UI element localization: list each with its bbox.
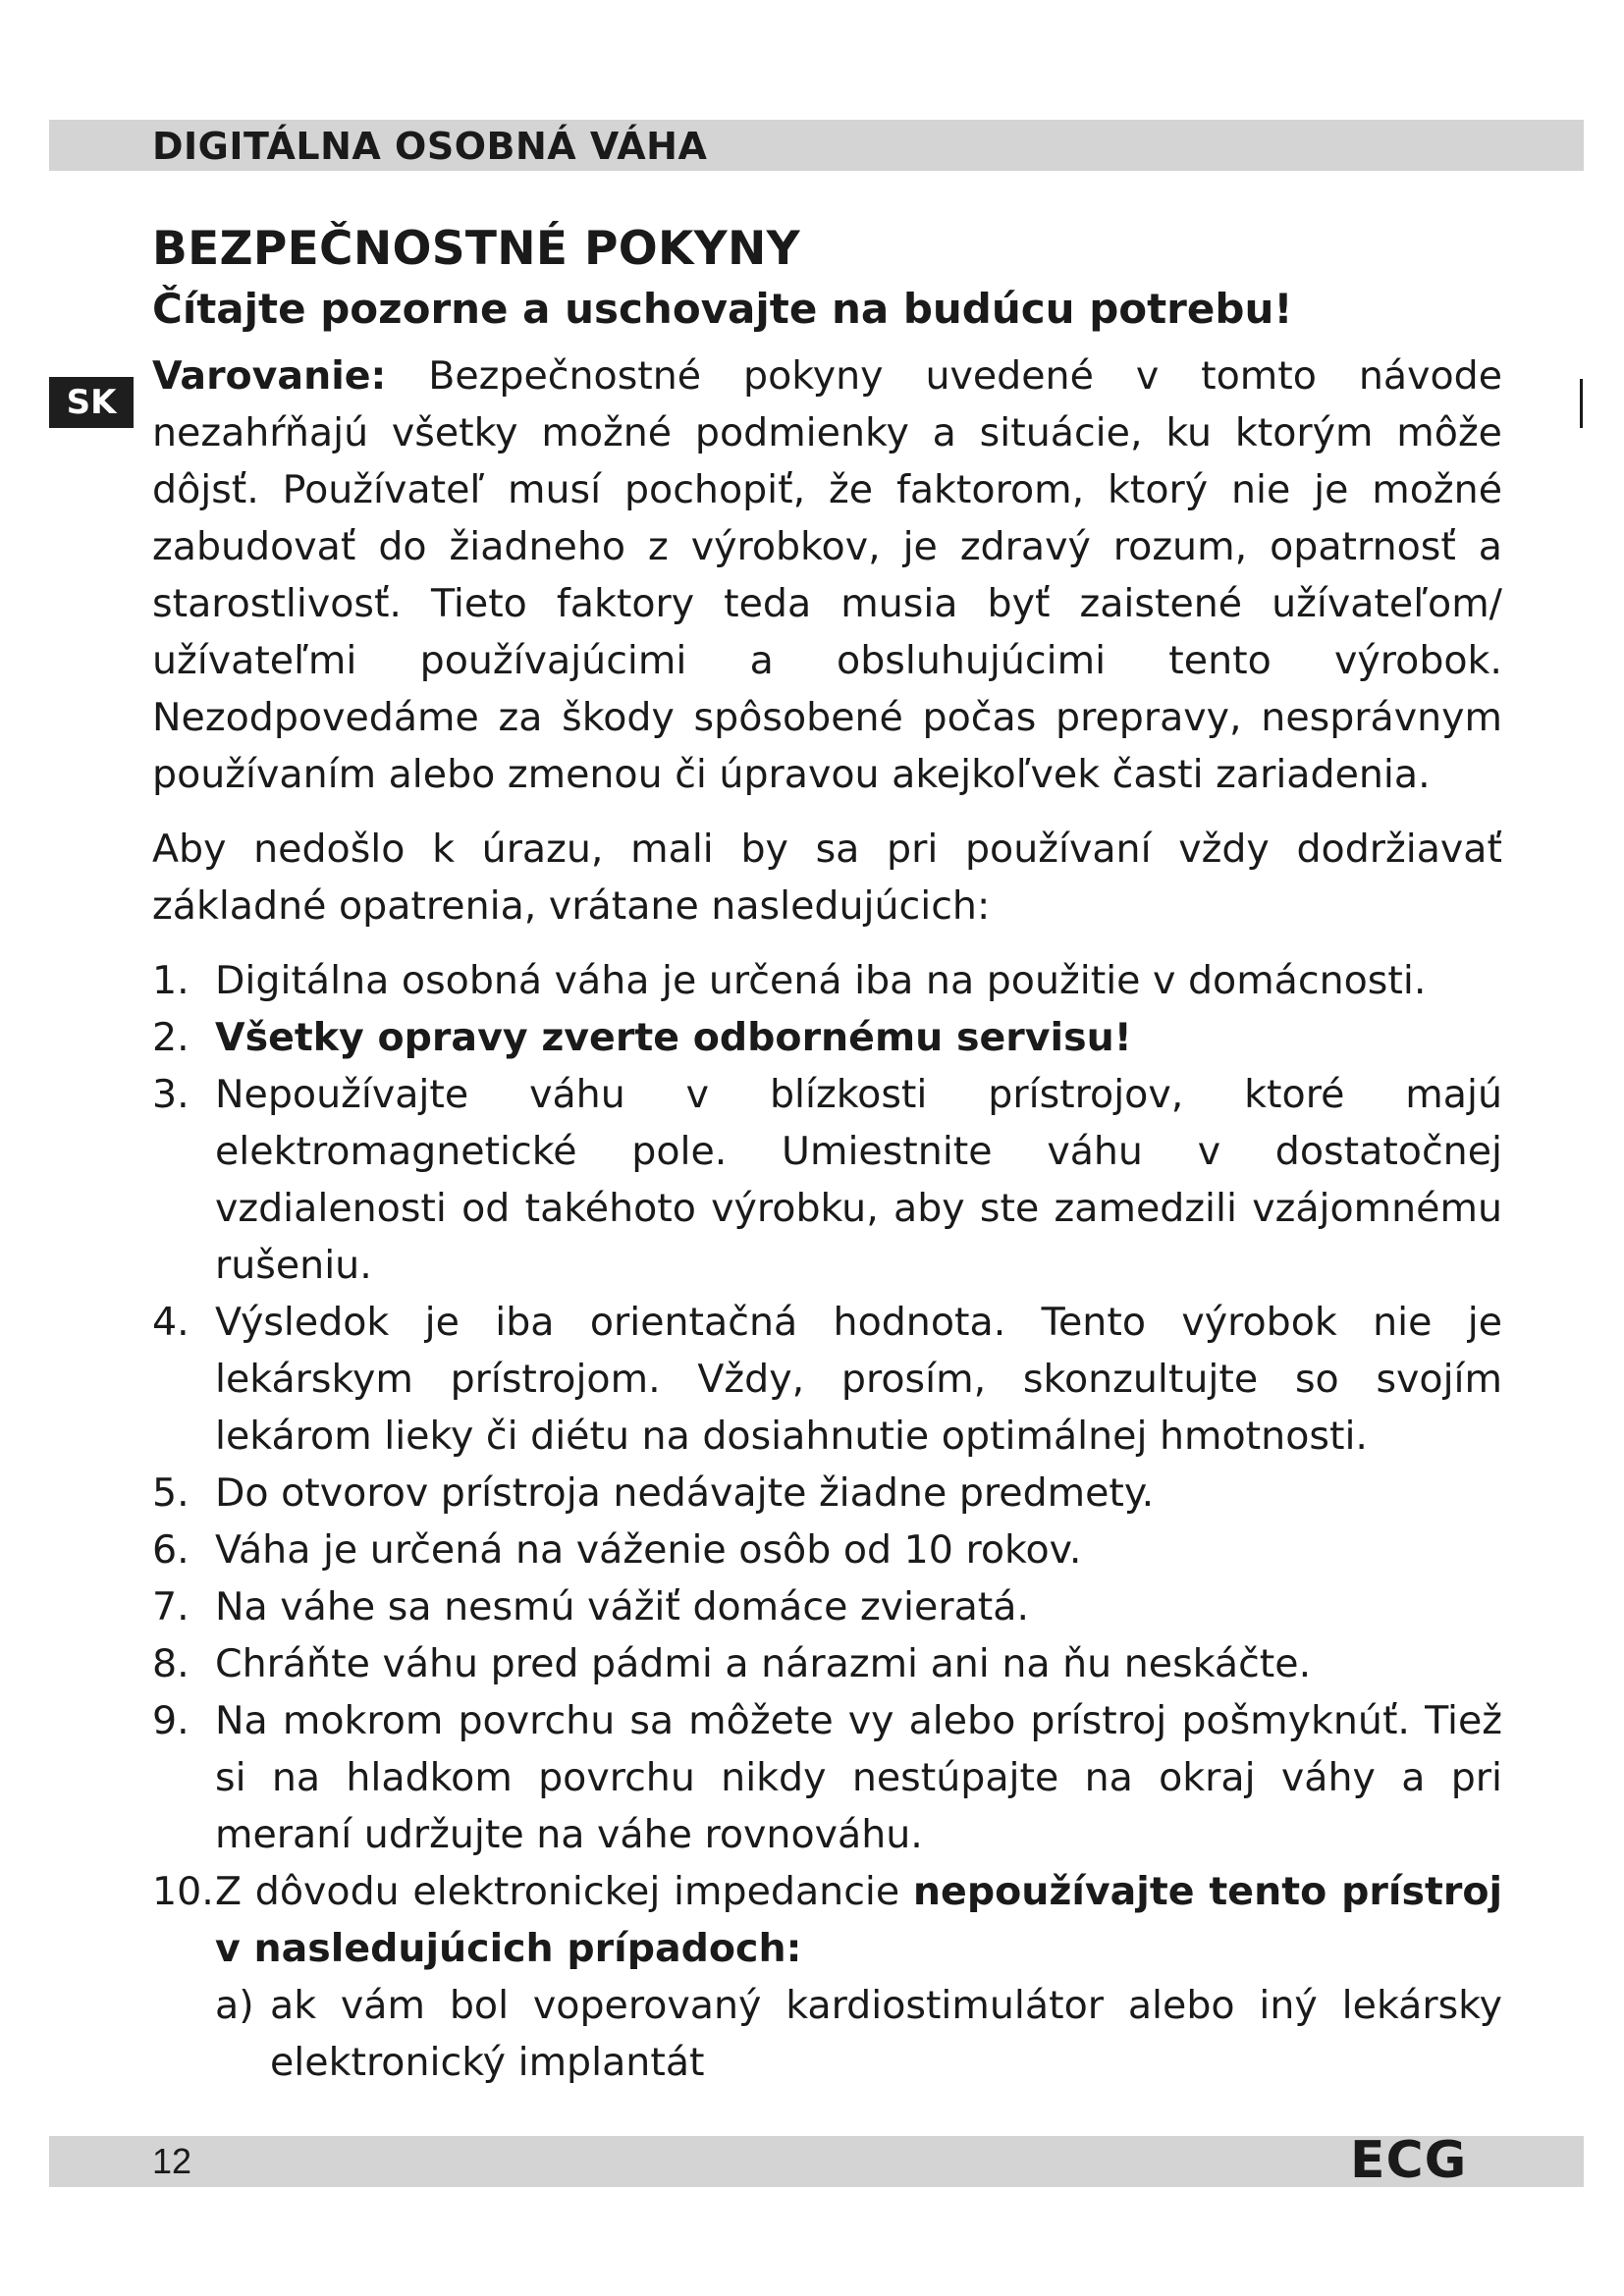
list-item: 2. Všetky opravy zverte odbornému servisu! (152, 1009, 1502, 1066)
item-number: 3. (152, 1072, 189, 1117)
rules-list (152, 952, 1502, 2091)
item-number: 8. (152, 1641, 189, 1686)
section-subtitle: Čítajte pozorne a uschovajte na budúcu potrebu! (152, 285, 1293, 333)
warning-paragraph (152, 347, 1502, 803)
brand-logo: ECG (1350, 2131, 1468, 2190)
item-number: 9. (152, 1698, 189, 1743)
warning-label: Varovanie: (152, 353, 387, 399)
sub-item-letter: a) (215, 1983, 254, 2028)
warning-text: Bezpečnostné pokyny uvedené v tomto návode nezahŕňajú všetky možné podmienky a situácie, ku ktorým môže dôjsť. Používateľ musí pochopiť, že faktorom, ktorý nie je možné zabudovať do žiadneho z výrobkov, je zdravý rozum, opatrnosť a starostlivosť. Tieto faktory teda musia byť zaistené užívateľom/ užívateľmi používajúcimi a obsluhujúcimi tento výrobok. Nezodpovedáme za škody spôsobené počas prepravy, nesprávnym používaním alebo zmenou či úpravou akejkoľvek časti zariadenia. (152, 353, 1502, 797)
sub-list-item: a) ak vám bol voperovaný kardiostimulátor alebo iný lekársky elektronický implantát (215, 1977, 1502, 2091)
item-number: 5. (152, 1470, 189, 1516)
item-number: 2. (152, 1015, 189, 1060)
margin-mark (1580, 379, 1583, 428)
item-number: 1. (152, 958, 189, 1003)
item-number: 6. (152, 1527, 189, 1573)
list-item: 5. Do otvorov prístroja nedávajte žiadne predmety. (152, 1465, 1502, 1522)
list-item: 8. Chráňte váhu pred pádmi a nárazmi ani na ňu neskáčte. (152, 1635, 1502, 1692)
list-item: 1. Digitálna osobná váha je určená iba na použitie v domácnosti. (152, 952, 1502, 1009)
main-content (152, 218, 1502, 2091)
document-title: DIGITÁLNA OSOBNÁ VÁHA (152, 125, 708, 168)
section-title: BEZPEČNOSTNÉ POKYNY (152, 222, 800, 276)
item-number: 10. (152, 1869, 214, 1914)
page-number: 12 (152, 2141, 192, 2181)
language-badge: SK (49, 377, 134, 428)
list-item: 7. Na váhe sa nesmú vážiť domáce zvieratá. (152, 1578, 1502, 1635)
intro-paragraph: Aby nedošlo k úrazu, mali by sa pri používaní vždy dodržiavať základné opatrenia, vrátane nasledujúcich: (152, 827, 1502, 929)
list-item: 6. Váha je určená na váženie osôb od 10 rokov. (152, 1522, 1502, 1578)
list-item: 3. Nepoužívajte váhu v blízkosti prístrojov, ktoré majú elektromagnetické pole. Umiestnite váhu v dostatočnej vzdialenosti od takéhoto výrobku, aby ste zamedzili vzájomnému rušeniu. (152, 1066, 1502, 1294)
item-number: 4. (152, 1300, 189, 1345)
item-number: 7. (152, 1584, 189, 1629)
list-item: 10. Z dôvodu elektronickej impedancie nepoužívajte tento prístroj v nasledujúcich prípadoch: a) ak vám bol voperovaný kardiostimulátor alebo iný lekársky elektronický implantát (152, 1863, 1502, 2091)
list-item: 9. Na mokrom povrchu sa môžete vy alebo prístroj pošmyknúť. Tiež si na hladkom povrchu nikdy nestúpajte na okraj váhy a pri meraní udržujte na váhe rovnováhu. (152, 1692, 1502, 1863)
list-item: 4. Výsledok je iba orientačná hodnota. Tento výrobok nie je lekárskym prístrojom. Vždy, prosím, skonzultujte so svojím lekárom lieky či diétu na dosiahnutie optimálnej hmotnosti. (152, 1294, 1502, 1465)
